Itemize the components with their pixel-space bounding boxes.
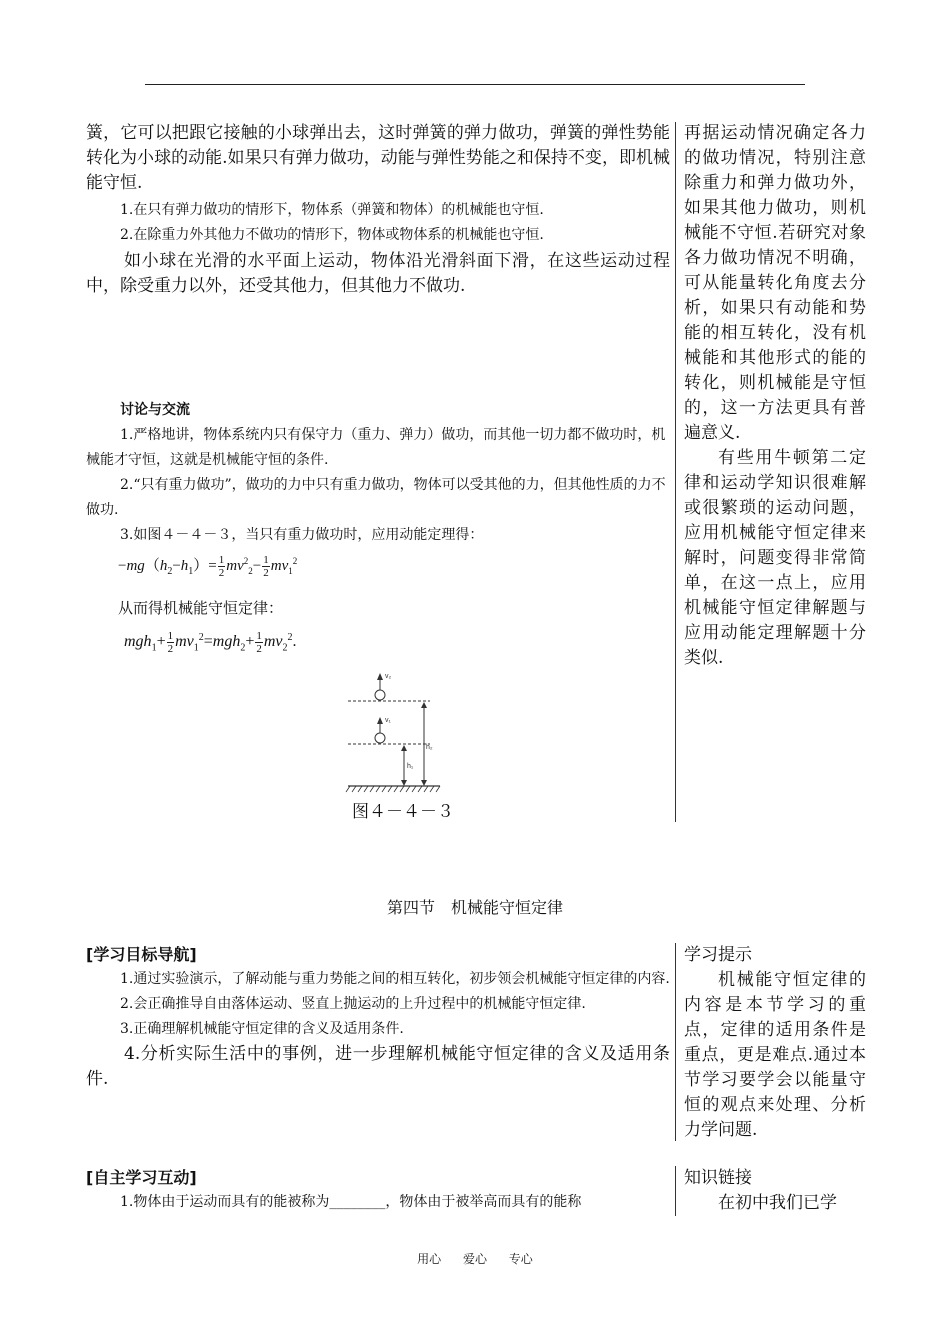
formula-conservation: mgh$_1$+ $\frac{1}{2}$ $mv_1^2=mgh_2+$ $\frac{1}{2}$ $mv_2^2$. bbox=[124, 630, 297, 655]
objective-4: 4.分析实际生活中的事例，进一步理解机械能守恒定律的含义及适用条件. bbox=[86, 1044, 670, 1089]
v2-arrowhead bbox=[377, 673, 383, 680]
paragraph-spring: 簧，它可以把跟它接触的小球弹出去，这时弹簧的弹力做功，弹簧的弹性势能转化为小球的动能.如果只有弹力做功，动能与弹性势能之和保持不变，即机械能守恒. bbox=[86, 123, 670, 193]
discussion-item-3: 3.如图４－４－３，当只有重力做功时，应用动能定理得： bbox=[120, 527, 484, 543]
discussion-item-1: 1.严格地讲，物体系统内只有保守力（重力、弹力）做功，而其他一切力都不做功时，机械能才守恒，这就是机械能守恒的条件. bbox=[86, 427, 666, 468]
tip-text: 机械能守恒定律的内容是本节学习的重点，定律的适用条件是重点，更是难点.通过本节学习要学会以能量守恒的观点来处理、分析力学问题. bbox=[684, 970, 866, 1140]
objective-2: 2.会正确推导自由落体运动、竖直上抛运动的上升过程中的机械能守恒定律. bbox=[120, 996, 586, 1012]
self-study-heading: [自主学习互动] bbox=[86, 1168, 197, 1187]
v1-arrowhead bbox=[377, 717, 383, 724]
v1-label: v₁ bbox=[385, 717, 391, 724]
lower-ball bbox=[375, 733, 385, 743]
paragraph-example: 如小球在光滑的水平面上运动，物体沿光滑斜面下滑，在这些运动过程中，除受重力以外，还受其他力，但其他力不做功. bbox=[86, 251, 670, 296]
top-column-divider bbox=[675, 122, 676, 822]
question-1: 1.物体由于运动而具有的能被称为________，物体由于被举高而具有的能称 bbox=[120, 1194, 582, 1210]
formula-work-energy: $-mg(h_2-h_1)=$ $\frac{1}{2}$ $mv^2_2-$ $\frac{1}{2}$ $mv_1^2$ bbox=[118, 554, 298, 580]
objective-1: 1.通过实验演示，了解动能与重力势能之间的相互转化，初步领会机械能守恒定律的内容. bbox=[120, 971, 670, 987]
header-rule bbox=[145, 84, 805, 85]
objective-3: 3.正确理解机械能守恒定律的含义及适用条件. bbox=[120, 1021, 404, 1037]
item-other-forces: 2.在除重力外其他力不做功的情形下，物体或物体系的机械能也守恒. bbox=[120, 227, 544, 243]
h2-label: h₂ bbox=[426, 744, 433, 751]
h2-arrow-top bbox=[421, 702, 427, 708]
self-study-column-divider bbox=[675, 1166, 676, 1216]
discussion-heading: 讨论与交流 bbox=[120, 402, 190, 418]
h1-label: h₁ bbox=[407, 763, 414, 770]
upper-ball bbox=[375, 690, 385, 700]
knowledge-link-column bbox=[684, 1166, 866, 1216]
h1-arrow-top bbox=[401, 745, 407, 751]
self-study-block bbox=[86, 1166, 670, 1215]
link-heading: 知识链接 bbox=[684, 1168, 752, 1188]
h2-arrow-bottom bbox=[421, 780, 427, 786]
objectives-block bbox=[86, 943, 670, 1092]
top-left-column bbox=[86, 121, 670, 299]
figure-4-4-3 bbox=[340, 665, 450, 795]
section-title: 第四节 机械能守恒定律 bbox=[386, 898, 563, 917]
item-elastic: 1.在只有弹力做功的情形下，物体系（弹簧和物体）的机械能也守恒. bbox=[120, 202, 544, 218]
objectives-heading: [学习目标导航] bbox=[86, 945, 197, 964]
discussion-block bbox=[86, 398, 670, 548]
figure-caption: 图４－４－３ bbox=[352, 802, 454, 822]
v2-label: v₂ bbox=[385, 673, 392, 680]
objectives-column-divider bbox=[675, 943, 676, 1141]
h1-arrow-bottom bbox=[401, 780, 407, 786]
top-side-notes bbox=[684, 121, 866, 671]
side-note-2: 有些用牛顿第二定律和运动学知识很难解或很繁琐的运动问题，应用机械能守恒定律来解时，问题变得非常简单，在这一点上，应用机械能守恒定律解题与应用动能定理解题十分类似. bbox=[684, 448, 866, 668]
study-tip-column bbox=[684, 943, 866, 1143]
side-note-1: 再据运动情况确定各力的做功情况，特别注意除重力和弹力做功外，如果其他力做功，则机械能不守恒.若研究对象各力做功情况不明确，可从能量转化角度去分析，如果只有动能和势能的相互转化，没有机械能和其他形式的能的转化，则机械能是守恒的，这一方法更具有普遍意义. bbox=[684, 123, 866, 443]
ground-hatching bbox=[346, 786, 440, 792]
page-footer: 用心 爱心 专心 bbox=[417, 1252, 533, 1266]
derive-text: 从而得机械能守恒定律： bbox=[118, 599, 284, 617]
discussion-item-2: 2.“只有重力做功”，做功的力中只有重力做功，物体可以受其他的力，但其他性质的力不做功. bbox=[86, 477, 666, 518]
tip-heading: 学习提示 bbox=[684, 945, 752, 965]
link-text: 在初中我们已学 bbox=[718, 1193, 837, 1213]
